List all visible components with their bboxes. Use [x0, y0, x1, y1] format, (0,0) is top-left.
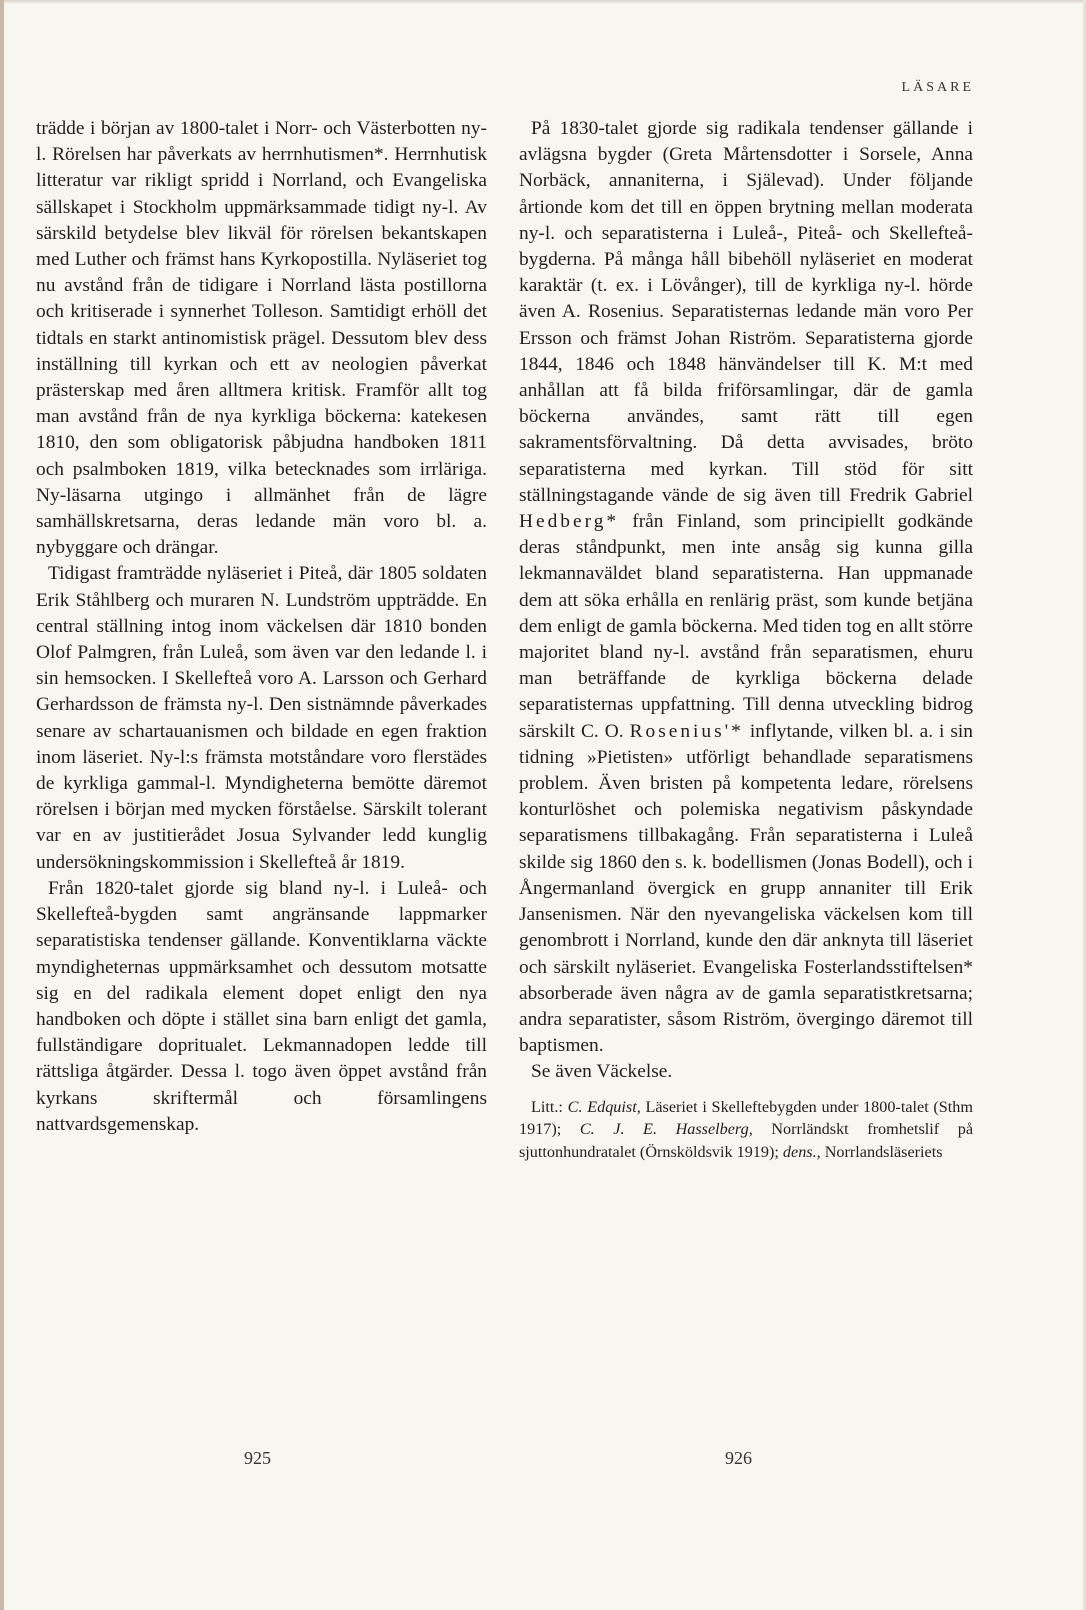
left-column [36, 116, 487, 1138]
page-left-edge [0, 0, 4, 1610]
name-hedberg: Hedberg* [519, 511, 620, 533]
page-number-left: 925 [244, 1448, 271, 1468]
left-paragraph-1: trädde i början av 1800-talet i Norr- och Västerbotten ny-l. Rörelsen har påverkats av herrnhutismen*. Herrnhutisk litteratur var rikligt spridd i Norrland, och Evangeliska sällskapet i Stockholm uppmärksammade tidigt ny-l. Av särskild betydelse blev likväl för rörelsen bekantskapen med Luther och främst hans Kyrkopostilla. Nyläseriet tog nu avstånd från de tidigare i Norrland lästa postillorna och kritiserade i synnerhet Tolleson. Samtidigt erhöll det tidtals en starkt antinomistisk prägel. Dessutom blev dess inställning till kyrkan och ett av neologien påverkat prästerskap med åren alltmera kritisk. Framför allt tog man avstånd från de nya kyrkliga böckerna: katekesen 1810, den som obligatorisk påbjudna handboken 1811 och psalmboken 1819, vilka betecknades som irrläriga. Ny-läsarna utgingo i allmänhet från de lägre samhällskretsarna, deras ledande män voro bl. a. nybyggare och drängar. [36, 118, 487, 559]
lit-author-2: C. J. E. Hasselberg, [579, 1120, 753, 1139]
left-paragraph-3: Från 1820-talet gjorde sig bland ny-l. i Luleå- och Skellefteå-bygden samt angränsande lappmarker separatistiska tendenser gällande. Konventiklarna väckte myndigheternas uppmärksamhet och dessutom motsatte sig en del radikala element dopet enligt den nya handboken och döpte i stället sina barn enligt det gamla, fullständigare dopritualet. Lekmannadopen ledde till rättsliga åtgärder. Dessa l. togo även öppet avstånd från kyrkans skriftermål och församlingens nattvardsgemenskap. [36, 877, 487, 1135]
page-top-edge [0, 0, 1086, 4]
lit-text-2: Norrländskt fromhetslif på sjuttonhundratalet (Örnsköldsvik 1919); [519, 1120, 974, 1162]
see-also: Se även Väckelse. [531, 1061, 673, 1083]
running-head: LÄSARE [901, 80, 974, 95]
literature-references [519, 1096, 973, 1164]
right-paragraph-1 [519, 116, 973, 1059]
lit-text-3: Norrlandsläseriets [820, 1143, 943, 1162]
page-number-right: 926 [725, 1448, 752, 1468]
lit-label: Litt.: [531, 1097, 568, 1116]
lit-author-3: dens., [782, 1143, 821, 1162]
right-column [519, 116, 973, 1164]
right-paragraph-1-part-a: På 1830-talet gjorde sig radikala tendenser gällande i avlägsna bygder (Greta Mårtensdotter i Sorsele, Anna Norbäck, annaniterna, i Själevad). Under följande årtionde kom det till en öppen brytning mellan moderata ny-l. och separatisterna i Luleå-, Piteå- och Skellefteå-bygderna. På många håll bibehöll nyläseriet en moderat karaktär (t. ex. i Lövånger), till de kyrkliga ny-l. hörde även A. Rosenius. Separatisternas ledande män voro Per Ersson och främst Johan Riström. Separatisterna gjorde 1844, 1846 och 1848 hänvändelser till K. M:t med anhållan att få bilda friförsamlingar, där de gamla böckerna användes, samt rätt till egen sakramentsförvaltning. Då detta avvisades, bröto separatisterna med kyrkan. Till stöd för sitt ställningstagande vände de sig även till Fredrik Gabriel [519, 118, 973, 506]
lit-author-1: C. Edquist, [567, 1097, 641, 1116]
right-paragraph-1-part-b: från Finland, som principiellt godkände deras ståndpunkt, men inte ansåg sig kunna gilla lekmannaväldet bland separatisterna. Han uppmanade dem att söka erhålla en renlärig präst, som kunde betjäna dem enligt de gamla böckerna. Med tiden tog en allt större majoritet bland ny-l. avstånd från separatismen, ehuru man beträffande de kyrkliga böckerna delade separatisternas uppfattning. Till denna utveckling bidrog särskilt C. O. [519, 511, 973, 742]
left-paragraph-2: Tidigast framträdde nyläseriet i Piteå, där 1805 soldaten Erik Ståhlberg och muraren N. Lundström uppträdde. En central ställning intog inom väckelsen där 1810 bonden Olof Palmgren, från Luleå, som även var den ledande l. i sin hemsocken. I Skellefteå voro A. Larsson och Gerhard Gerhardsson de främsta ny-l. Den sistnämnde påverkades senare av schartauanismen och bildade en egen fraktion inom läseriet. Ny-l:s främsta motståndare voro flerstädes de kyrkliga gammal-l. Myndigheterna bemötte däremot rörelsen i början med mycken förståelse. Särskilt tolerant var en av justitierådet Josua Sylvander ledd kunglig undersökningskommission i Skellefteå år 1819. [36, 563, 487, 873]
lit-text-1: Läseriet i Skelleftebygden under 1800-talet (Sthm 1917); [519, 1097, 973, 1139]
right-paragraph-1-part-c: inflytande, vilken bl. a. i sin tidning »Pietisten» utförligt behandlade separatismens problem. Även bristen på kompetenta ledare, rörelsens konturlöshet och polemiska negativism påskyndade separatismens tillbakagång. Från separatisterna i Luleå skilde sig 1860 den s. k. bodellismen (Jonas Bodell), och i Ångermanland övergick en grupp annaniter till Erik Jansenismen. När den nyevangeliska väckelsen kom till genombrott i Norrland, kunde den där anknyta till läseriet och särskilt nyläseriet. Evangeliska Fosterlandsstiftelsen* absorberade även några av de gamla separatistkretsarna; andra separatister, såsom Riström, övergingo däremot till baptismen. [519, 720, 973, 1057]
name-rosenius: Rosenius'* [629, 720, 744, 742]
